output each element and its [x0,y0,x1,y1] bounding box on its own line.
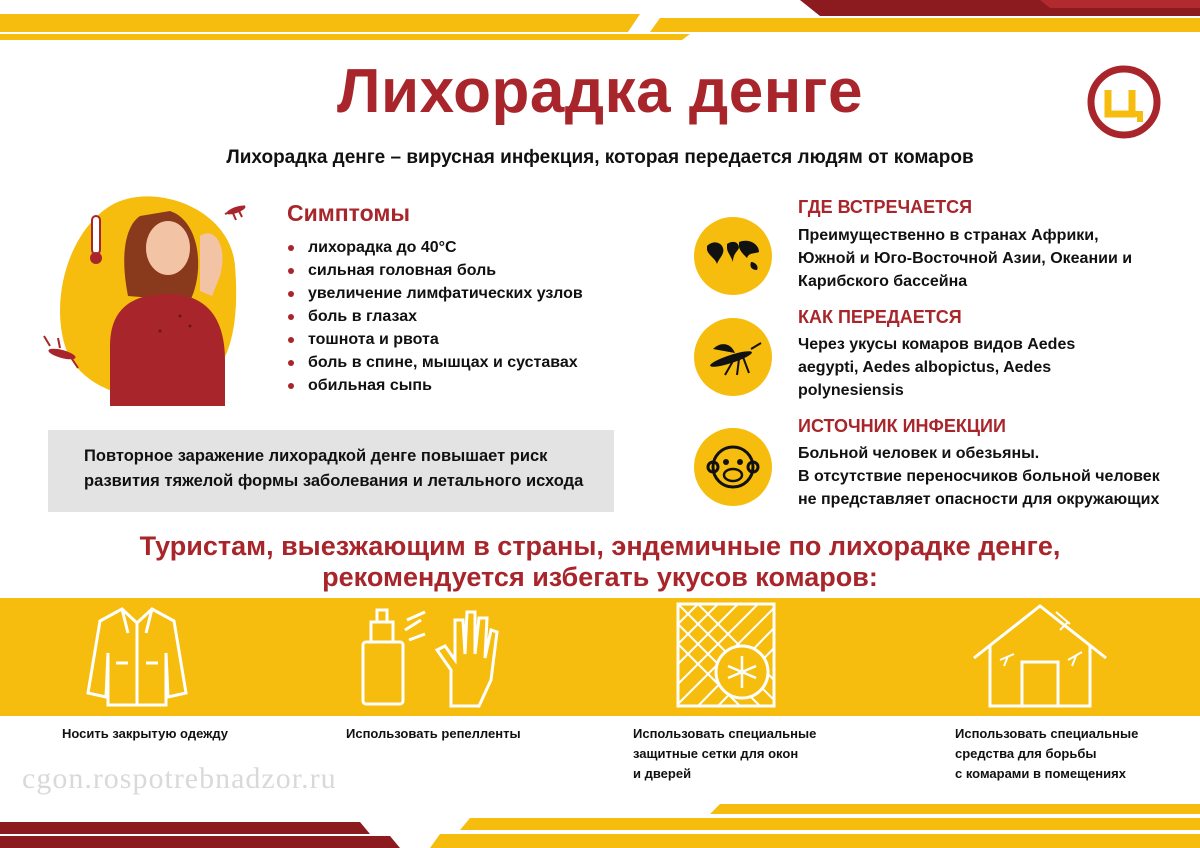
source-line: В отсутствие переносчиков больной человек [798,468,1160,485]
rospotrebnadzor-logo [1086,64,1162,140]
bottom-decor-shapes [0,800,1200,848]
recommendation-line: и дверей [633,766,692,781]
world-map-icon [694,217,772,295]
symptoms-list [286,236,583,397]
reinfection-warning-box [48,430,614,512]
transmission-line: polynesiensis [798,382,904,399]
sick-woman-illustration [40,186,250,406]
source-line: не представляет опасности для окружающих [798,491,1160,508]
recommendation-line: Использовать репелленты [346,726,521,741]
top-decor-band [0,0,1200,40]
where-text [798,224,1132,293]
recommendation-indoor [955,724,1138,784]
recommendation-line: средства для борьбы [955,746,1097,761]
mosquito-icon [694,318,772,396]
where-heading: ГДЕ ВСТРЕЧАЕТСЯ [798,197,973,217]
call-to-action-line-2: рекомендуется избегать укусов комаров: [322,562,878,592]
list-item: лихорадка до 40°С [286,236,583,259]
source-text [798,442,1160,511]
list-item: боль в спине, мышцах и суставах [286,351,583,374]
watermark: cgon.rospotrebnadzor.ru [22,762,337,795]
transmission-line: Через укусы комаров видов Aedes [798,336,1076,353]
recommendation-line: Использовать специальные [633,726,817,741]
where-line: Карибского бассейна [798,273,968,290]
monkey-icon [694,428,772,506]
sick-woman-icon [40,186,250,406]
call-to-action-line-1: Туристам, выезжающим в страны, эндемичные по лихорадке денге, [139,531,1061,561]
recommendation-line: защитные сетки для окон [633,746,799,761]
warning-line-1: Повторное заражение лихорадкой денге повышает риск [84,447,548,465]
transmission-line: aegypti, Aedes albopictus, Aedes [798,359,1052,376]
house-mosquito-icon [970,600,1110,710]
top-decor-shapes [0,0,1200,40]
where-line: Преимущественно в странах Африки, [798,227,1099,244]
recommendation-line: Использовать специальные [955,726,1139,741]
recommendation-clothing [62,724,228,744]
jacket-icon [82,603,192,709]
window-net-icon [672,600,782,710]
source-line: Больной человек и обезьяны. [798,445,1040,462]
transmission-text [798,333,1075,402]
transmission-heading: КАК ПЕРЕДАЕТСЯ [798,307,962,327]
bottom-decor-band [0,800,1200,848]
source-heading: ИСТОЧНИК ИНФЕКЦИИ [798,416,1006,436]
list-item: боль в глазах [286,305,583,328]
logo-emblem-icon [1086,64,1162,140]
page-title: Лихорадка денге [337,57,863,126]
recommendation-line: с комарами в помещениях [955,766,1126,781]
repellent-spray-icon [355,600,505,710]
page-subtitle: Лихорадка денге – вирусная инфекция, которая передается людям от комаров [226,147,974,168]
recommendation-nets [633,724,816,784]
recommendation-line: Носить закрытую одежду [62,726,228,741]
list-item: обильная сыпь [286,374,583,397]
recommendation-repellent [346,724,521,744]
warning-line-2: развития тяжелой формы заболевания и летального исхода [84,472,584,490]
list-item: сильная головная боль [286,259,583,282]
list-item: увеличение лимфатических узлов [286,282,583,305]
list-item: тошнота и рвота [286,328,583,351]
symptoms-heading: Симптомы [287,200,411,226]
where-line: Южной и Юго-Восточной Азии, Океании и [798,250,1133,267]
